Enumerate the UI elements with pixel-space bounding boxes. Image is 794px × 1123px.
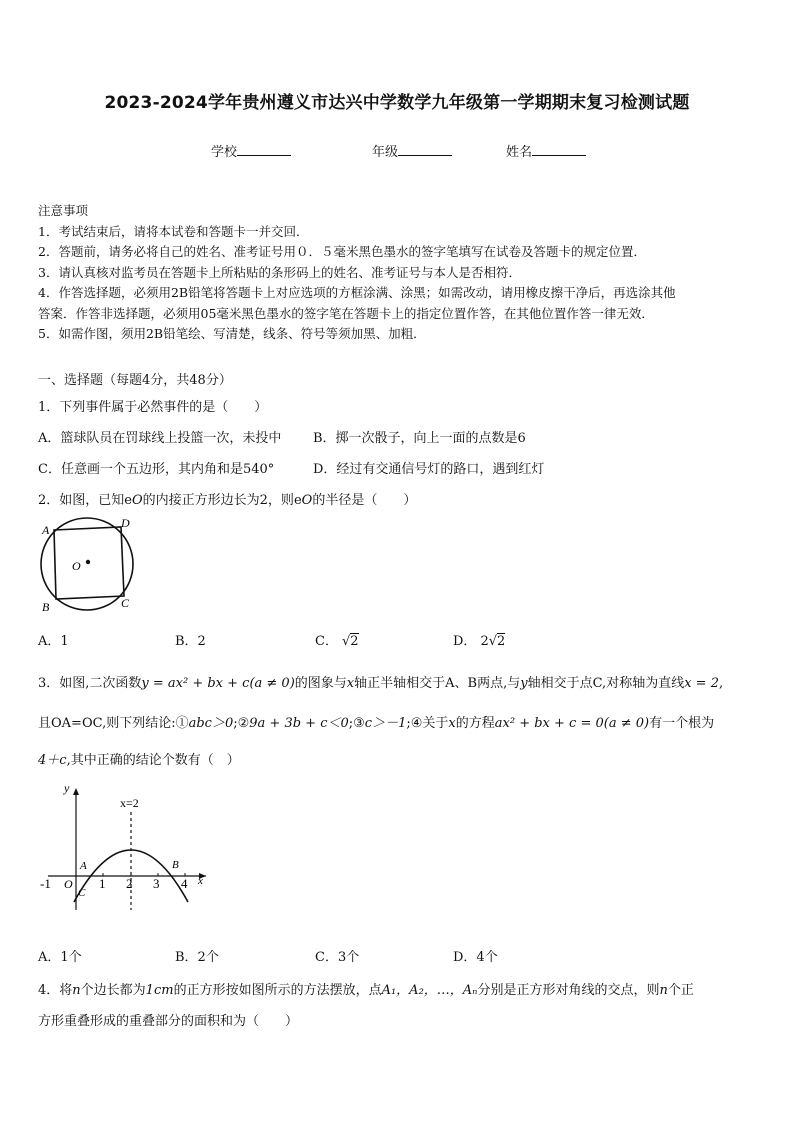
q3-option-c: C．3个 — [315, 950, 360, 965]
notes-heading: 注意事项 — [38, 203, 89, 218]
q2-stem: 2．如图，已知eO的内接正方形边长为2，则eO的半径是（ ） — [38, 493, 417, 508]
school-blank[interactable] — [237, 143, 291, 156]
q2-option-b: B．2 — [175, 634, 206, 649]
center-dot — [86, 560, 90, 564]
notes-item: 答案．作答非选择题，必须用05毫米黑色墨水的签字笔在答题卡上的指定位置作答，在其他位置作答一律无效． — [38, 305, 654, 321]
q2-option-d: D． 2√2 — [453, 634, 506, 649]
page-title: 2023-2024学年贵州遵义市达兴中学数学九年级第一学期期末复习检测试题 — [104, 93, 690, 113]
quadratic-function: y = ax² + bx + c — [141, 676, 250, 691]
school-field[interactable] — [211, 141, 291, 160]
notes-item: 1．考试结束后，请将本试卷和答题卡一并交回． — [38, 223, 309, 239]
name-label: 姓名 — [506, 145, 533, 160]
conclusion-2: 9a + 3b + c＜0 — [249, 716, 349, 731]
q3-line-2: 且OA=OC,则下列结论:①abc＞0;②9a + 3b + c＜0;③c＞－1;④关于x的方程ax² + bx + c = 0(a ≠ 0)有一个根为 — [38, 716, 715, 731]
function-condition: (a ≠ 0) — [249, 676, 295, 691]
q1-option-a: A．篮球队员在罚球线上投篮一次，未投中 — [38, 431, 282, 446]
q3-line-3: 4＋c,其中正确的结论个数有（ ） — [38, 753, 240, 768]
q1-option-d: D．经过有交通信号灯的路口，遇到红灯 — [313, 462, 545, 477]
point-o: O — [131, 493, 143, 508]
q1-option-b: B．掷一次骰子，向上一面的点数是6 — [313, 431, 526, 446]
q1-option-c: C．任意画一个五边形，其内角和是540° — [38, 462, 275, 477]
origin-label: O — [64, 877, 73, 891]
q3-option-b: B．2个 — [175, 950, 219, 965]
point-a-label: A — [80, 860, 87, 872]
q2-option-c: C． √2 — [315, 634, 359, 649]
x-axis-label: x — [198, 875, 203, 887]
q3-line-1: 3．如图,二次函数y = ax² + bx + c(a ≠ 0)的图象与x轴正半轴相交于A、B两点,与y轴相交于点C,对称轴为直线x = 2, — [38, 676, 724, 691]
x-tick-label: 4 — [181, 876, 188, 891]
notes-item: 3．请认真核对监考员在答题卡上所粘贴的条形码上的姓名、准考证号与本人是否相符． — [38, 264, 521, 280]
sqrt-sign: √ — [341, 634, 351, 649]
sqrt-expression: √2 — [341, 634, 359, 649]
q3-option-a: A．1个 — [38, 950, 82, 965]
q4-line-2: 方形重叠形成的重叠部分的面积和为（ ） — [38, 1014, 299, 1029]
notes-section — [38, 201, 676, 345]
label-d: D — [121, 516, 130, 530]
q4-line-1: 4．将n个边长都为1cm的正方形按如图所示的方法摆放，点A₁，A₂，…，Aₙ分别是正方形对角线的交点，则n个正 — [38, 983, 694, 998]
q3-figure — [36, 780, 216, 915]
x-tick-label: 3 — [153, 876, 160, 891]
x-tick-label: 2 — [126, 876, 133, 891]
conclusion-1: abc＞0 — [188, 716, 234, 731]
grade-field[interactable] — [372, 141, 452, 160]
notes-item: 2．答题前，请务必将自己的姓名、准考证号用０．５毫米黑色墨水的签字笔填写在试卷及答题卡的规定位置． — [38, 244, 646, 259]
points-list: A₁，A₂，…，Aₙ — [381, 983, 478, 998]
equation: ax² + bx + c = 0 — [494, 716, 604, 731]
x-tick-label: -1 — [40, 876, 51, 891]
label-b: B — [42, 600, 50, 614]
q2-option-a: A．1 — [38, 634, 69, 649]
symmetry-axis: x = 2 — [684, 676, 719, 691]
point-o: O — [301, 493, 313, 508]
label-o: O — [72, 559, 81, 573]
label-c: C — [121, 596, 130, 610]
notes-item: 5．如需作图，须用2B铅笔绘、写清楚，线条、符号等须加黑、加粗． — [38, 326, 426, 341]
name-field[interactable] — [506, 141, 586, 160]
point-b-label: B — [172, 859, 179, 871]
conclusion-3: c＞－1 — [364, 716, 407, 731]
circle-symbol: e — [293, 493, 302, 508]
grade-blank[interactable] — [398, 143, 452, 156]
root-expression: 4＋c — [38, 753, 67, 768]
name-blank[interactable] — [532, 143, 586, 156]
grade-label: 年级 — [372, 145, 399, 160]
school-label: 学校 — [211, 145, 238, 160]
label-a: A — [42, 523, 50, 537]
q3-option-d: D．4个 — [453, 950, 498, 965]
x-tick-label: 1 — [99, 876, 106, 891]
q2-figure — [34, 513, 144, 617]
symmetry-label: x=2 — [120, 796, 139, 810]
circle-symbol: e — [124, 493, 132, 508]
y-axis-label: y — [64, 781, 70, 795]
y-axis-arrow — [73, 788, 79, 795]
section-heading: 一、选择题（每题4分，共48分） — [38, 373, 232, 388]
notes-item: 4．作答选择题，必须用2B铅笔将答题卡上对应选项的方框涂满、涂黑；如需改动，请用橡皮擦干净后，再选涂其他 — [38, 285, 676, 300]
q1-stem: 1．下列事件属于必然事件的是（ ） — [38, 400, 268, 415]
point-c-label: C — [78, 887, 86, 899]
sqrt-sign: √ — [488, 634, 498, 649]
